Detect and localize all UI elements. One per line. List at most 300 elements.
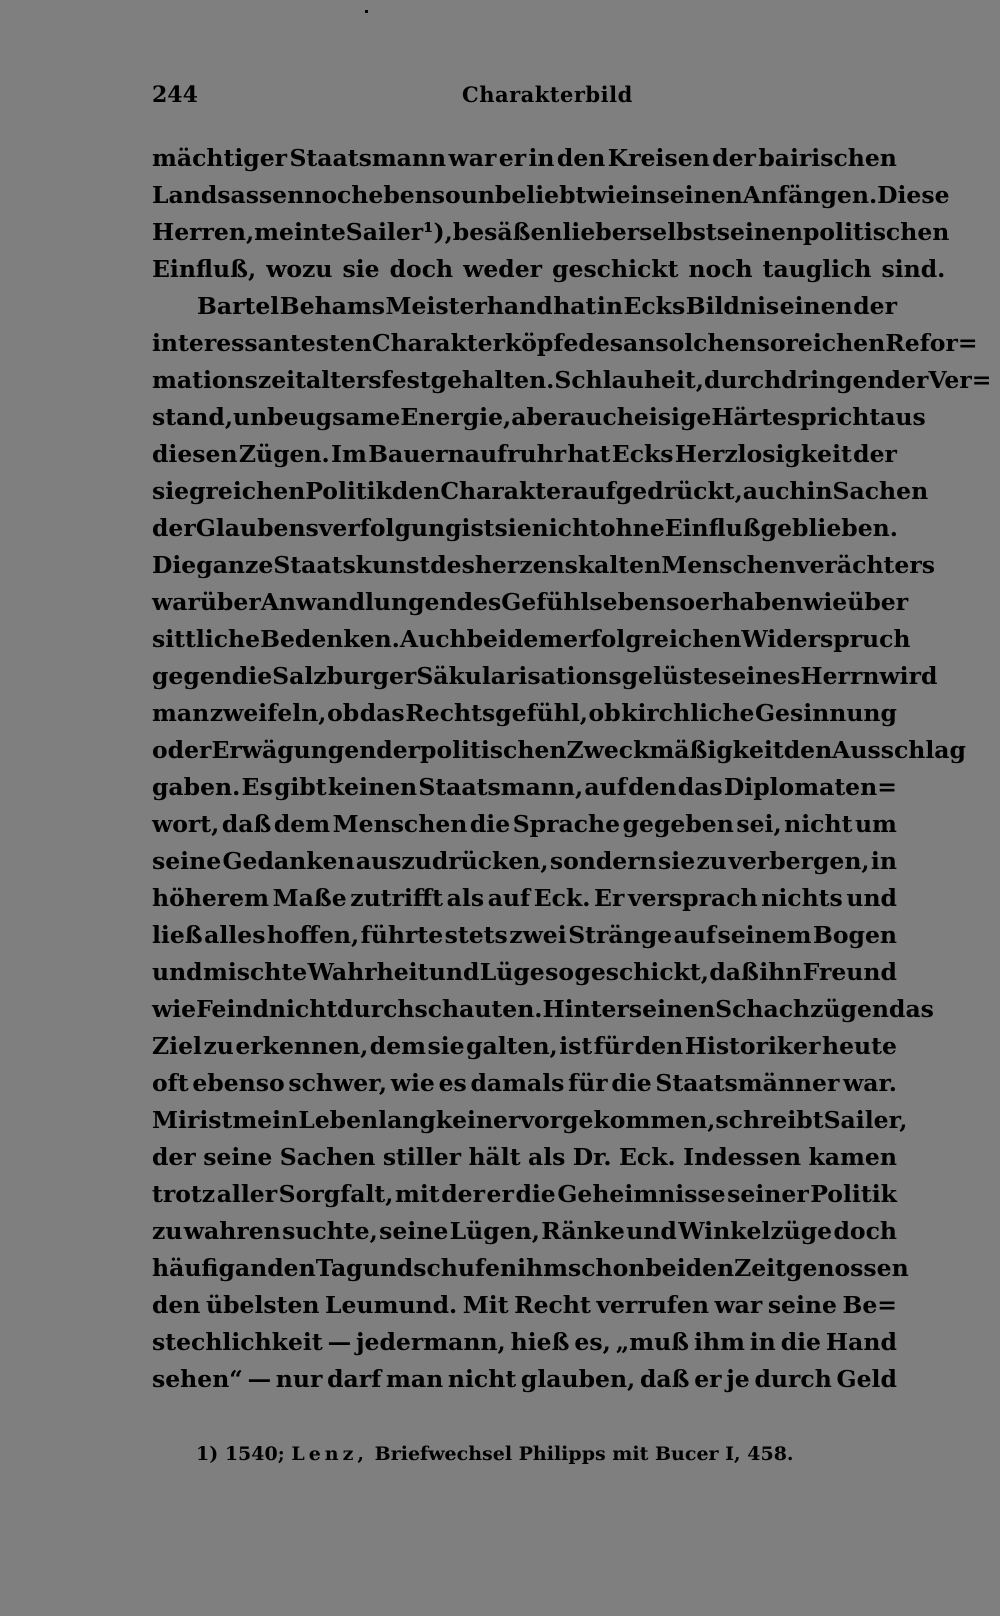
word: Tag: [315, 1254, 363, 1282]
word: ist: [199, 1106, 233, 1134]
word: Gesinnung: [754, 699, 897, 727]
text-line: [152, 473, 929, 510]
word: galten,: [466, 1032, 558, 1060]
word: schufen: [413, 1254, 518, 1282]
word: Im: [331, 440, 367, 468]
word: auch: [742, 477, 807, 505]
word: gegeben: [622, 810, 734, 838]
word: mächtiger: [152, 144, 288, 172]
word: ebenso: [192, 1069, 285, 1097]
footnote-text: Briefwechsel Philipps mit Bucer I, 458.: [374, 1443, 794, 1465]
word: den: [783, 736, 833, 764]
word: ließ: [152, 921, 203, 949]
word: seine: [152, 847, 222, 875]
word: Einfluß: [664, 514, 761, 542]
word: Zweckmäßigkeit: [566, 736, 784, 764]
word: Leben: [298, 1106, 379, 1134]
word: Winkelzüge: [678, 1217, 833, 1245]
word: aber: [511, 403, 571, 431]
text-line: [152, 843, 897, 880]
word: Widerspruch: [741, 625, 911, 653]
word: mein: [232, 1106, 299, 1134]
word: Härte: [711, 403, 787, 431]
word: Diese: [877, 181, 950, 209]
text-line: [152, 214, 950, 251]
word: „muß: [615, 1328, 690, 1356]
word: Die: [152, 551, 197, 579]
word: die: [231, 662, 273, 690]
word: Freund: [802, 958, 897, 986]
word: Anfängen.: [742, 181, 878, 209]
word: des: [456, 588, 502, 616]
word: Menschenverächters: [661, 551, 935, 579]
word: lang: [378, 1106, 436, 1134]
body-text: [152, 140, 992, 1398]
word: erkennen,: [235, 1032, 369, 1060]
word: wie: [152, 995, 197, 1023]
text-line: [152, 510, 897, 547]
word: Hand: [825, 1328, 897, 1356]
text-line: [152, 1287, 897, 1324]
word: keiner: [435, 1106, 521, 1134]
word: Recht: [514, 1291, 591, 1319]
word: Ecks: [623, 292, 686, 320]
word: daß: [221, 810, 272, 838]
word: zu: [696, 847, 727, 875]
word: Politik: [305, 477, 392, 505]
word: politischen: [420, 736, 567, 764]
word: wozu: [266, 255, 333, 283]
word: sehen“: [152, 1365, 243, 1393]
text-line: [152, 880, 897, 917]
word: bei: [466, 625, 507, 653]
word: Schachzügen: [715, 995, 890, 1023]
word: es,: [574, 1328, 611, 1356]
word: wahren: [183, 1217, 281, 1245]
word: einen: [779, 292, 853, 320]
word: unbeugsame: [233, 403, 401, 431]
word: an: [623, 329, 656, 357]
word: selbst: [639, 218, 717, 246]
word: Zügen.: [238, 440, 330, 468]
word: kamen: [808, 1143, 897, 1171]
word: geschickt,: [574, 958, 709, 986]
word: der: [853, 440, 897, 468]
word: Hinter: [542, 995, 629, 1023]
word: des: [578, 329, 624, 357]
word: in: [749, 1328, 776, 1356]
word: sie: [342, 255, 380, 283]
word: zu: [203, 1032, 234, 1060]
word: nicht: [784, 810, 853, 838]
word: weder: [463, 255, 543, 283]
word: nicht: [531, 514, 600, 542]
running-head: Charakterbild: [462, 82, 633, 107]
word: Refor=: [885, 329, 978, 357]
word: oft: [152, 1069, 189, 1097]
word: glauben,: [520, 1365, 636, 1393]
word: tauglich: [762, 255, 872, 283]
text-line: [152, 547, 935, 584]
word: mationszeitalters: [152, 366, 382, 394]
word: Gefühls: [501, 588, 603, 616]
word: das: [889, 995, 934, 1023]
word: als: [527, 1143, 566, 1171]
word: und: [362, 1254, 414, 1282]
word: wie: [803, 588, 848, 616]
word: hieß: [510, 1328, 570, 1356]
word: den: [391, 477, 441, 505]
word: ebenso: [602, 588, 695, 616]
word: unbeliebt: [460, 181, 587, 209]
word: Indessen: [683, 1143, 802, 1171]
text-line: [152, 399, 926, 436]
word: gibt: [273, 773, 327, 801]
word: für: [568, 1069, 608, 1097]
word: in: [528, 144, 555, 172]
word: interessantesten: [152, 329, 372, 357]
word: Eck.: [533, 884, 591, 912]
word: spricht: [786, 403, 881, 431]
word: Ecks: [611, 440, 674, 468]
word: den: [628, 773, 677, 801]
word: Mir: [152, 1106, 200, 1134]
word: seinen: [716, 218, 803, 246]
word: zwei: [509, 921, 567, 949]
word: aus: [880, 403, 926, 431]
word: der: [376, 736, 421, 764]
word: Leumund.: [325, 1291, 458, 1319]
word: seine: [767, 1291, 837, 1319]
word: besäßen: [452, 218, 563, 246]
word: hat: [553, 292, 597, 320]
page-number: 244: [152, 82, 198, 108]
word: war.: [843, 1069, 897, 1097]
word: alles: [204, 921, 266, 949]
word: wort,: [152, 810, 220, 838]
text-line: [152, 288, 897, 325]
word: die: [469, 810, 511, 838]
word: Eck.: [619, 1143, 676, 1171]
word: sondern: [549, 847, 657, 875]
word: es: [438, 1069, 467, 1097]
word: Anwandlungen: [260, 588, 457, 616]
word: Dr.: [572, 1143, 612, 1171]
word: seinem: [717, 921, 812, 949]
word: daß: [709, 958, 759, 986]
word: ebenso: [368, 181, 461, 209]
word: Säkularisationsgelüste: [416, 662, 719, 690]
word: sie: [494, 514, 532, 542]
word: siegreichen: [152, 477, 306, 505]
word: gegen: [152, 662, 232, 690]
word: ihm: [693, 1328, 745, 1356]
word: seinen: [628, 995, 716, 1023]
word: heute: [821, 1032, 897, 1060]
word: kirchliche: [621, 699, 755, 727]
word: in: [806, 477, 833, 505]
word: solchen: [655, 329, 757, 357]
word: Geheimnisse: [557, 1180, 726, 1208]
text-line: [152, 1102, 908, 1139]
word: mit: [395, 1180, 440, 1208]
word: Bedenken.: [260, 625, 400, 653]
word: damals: [470, 1069, 565, 1097]
word: hoffen,: [266, 921, 360, 949]
word: Charakterköpfe: [371, 329, 579, 357]
word: ¹),: [423, 218, 453, 246]
word: der: [441, 1180, 485, 1208]
word: mischte: [202, 958, 308, 986]
word: ob: [588, 699, 621, 727]
word: darf: [327, 1365, 382, 1393]
word: sittliche: [152, 625, 261, 653]
word: durch: [754, 1365, 832, 1393]
word: durchschauten.: [337, 995, 543, 1023]
word: ihm: [517, 1254, 568, 1282]
word: lieber: [562, 218, 640, 246]
word: Staatsmänner: [655, 1069, 840, 1097]
word: sei,: [736, 810, 782, 838]
word: und: [428, 958, 480, 986]
text-line: [152, 621, 911, 658]
word: Sailer: [345, 218, 424, 246]
word: auf: [487, 884, 531, 912]
word: auch: [570, 403, 634, 431]
word: gaben.: [152, 773, 241, 801]
word: Es: [241, 773, 273, 801]
word: um: [854, 810, 897, 838]
word: Menschen: [332, 810, 468, 838]
word: doch: [389, 255, 454, 283]
word: herzenskalten: [474, 551, 662, 579]
text-line: [152, 806, 897, 843]
word: vorgekommen,: [520, 1106, 716, 1134]
word: oder: [152, 736, 212, 764]
word: Herzlosigkeit: [674, 440, 852, 468]
word: —: [327, 1328, 352, 1356]
word: Geld: [836, 1365, 897, 1393]
word: Ausschlag: [832, 736, 966, 764]
word: die: [611, 1069, 652, 1097]
word: über: [199, 588, 261, 616]
word: seinen: [656, 181, 743, 209]
word: bei: [645, 1254, 686, 1282]
word: Sachen: [832, 477, 929, 505]
word: doch: [833, 1217, 897, 1245]
word: meinte: [254, 218, 346, 246]
word: Herren,: [152, 218, 255, 246]
word: als: [446, 884, 485, 912]
text-line: [152, 1176, 897, 1213]
word: dem: [506, 625, 564, 653]
text-line: [152, 991, 934, 1028]
text-line: [152, 1324, 897, 1361]
word: nichts: [761, 884, 843, 912]
word: schreibt: [715, 1106, 824, 1134]
word: Lügen,: [449, 1217, 540, 1245]
word: erhaben: [695, 588, 804, 616]
word: versprach: [627, 884, 758, 912]
word: noch: [688, 255, 753, 283]
word: ihn: [759, 958, 803, 986]
word: nicht: [447, 1365, 517, 1393]
text-line: [152, 1361, 897, 1398]
word: Charakter: [440, 477, 574, 505]
word: Schlauheit,: [554, 366, 704, 394]
word: Ver=: [928, 366, 992, 394]
word: ohne: [599, 514, 665, 542]
word: in: [870, 847, 897, 875]
word: und: [152, 958, 203, 986]
word: wird: [879, 662, 938, 690]
word: war: [448, 144, 497, 172]
word: Einfluß,: [152, 255, 257, 283]
word: Be=: [842, 1291, 897, 1319]
word: dem: [273, 810, 331, 838]
word: sie: [658, 847, 696, 875]
text-line: [152, 658, 938, 695]
word: Erwägungen: [211, 736, 377, 764]
word: Meisterhand: [385, 292, 553, 320]
text-line: [152, 362, 992, 399]
word: keinen: [327, 773, 418, 801]
word: nur: [275, 1365, 323, 1393]
word: festgehalten.: [381, 366, 555, 394]
word: auf: [584, 773, 627, 801]
word: Kreisen: [607, 144, 710, 172]
word: der: [152, 514, 196, 542]
word: schwer,: [288, 1069, 388, 1097]
word: auszudrücken,: [355, 847, 549, 875]
word: Auch: [399, 625, 467, 653]
text-line: [152, 251, 946, 288]
word: Landsassen: [152, 181, 305, 209]
text-line: [152, 769, 897, 806]
word: Er: [594, 884, 625, 912]
word: war: [714, 1291, 763, 1319]
word: aufgedrückt,: [573, 477, 743, 505]
word: so: [756, 329, 786, 357]
word: verrufen: [596, 1291, 709, 1319]
text-line: [152, 436, 897, 473]
word: geblieben.: [760, 514, 898, 542]
word: häufig: [152, 1254, 235, 1282]
word: das: [677, 773, 723, 801]
word: den: [685, 1254, 735, 1282]
word: übelsten: [205, 1291, 320, 1319]
word: seine: [379, 1217, 449, 1245]
word: hat: [567, 440, 611, 468]
word: der: [853, 292, 897, 320]
word: er: [486, 1180, 514, 1208]
word: führte: [360, 921, 444, 949]
footnote: [196, 1443, 794, 1465]
word: wie: [390, 1069, 435, 1097]
word: Ränke: [541, 1217, 625, 1245]
word: Staatsmann,: [418, 773, 584, 801]
text-line: [152, 732, 966, 769]
word: und: [626, 1217, 677, 1245]
word: Bildnis: [685, 292, 780, 320]
word: suchte,: [282, 1217, 378, 1245]
word: in: [630, 181, 657, 209]
word: auf: [673, 921, 716, 949]
page-header: [152, 82, 897, 114]
word: er: [694, 1365, 722, 1393]
word: daß: [639, 1365, 690, 1393]
word: Feind: [196, 995, 269, 1023]
text-line: [152, 1065, 897, 1102]
word: Glaubensverfolgung: [195, 514, 462, 542]
word: dem: [369, 1032, 427, 1060]
text-line: [152, 1139, 897, 1176]
word: reichen: [785, 329, 886, 357]
word: Mit: [462, 1291, 509, 1319]
word: —: [247, 1365, 272, 1393]
word: Sprache: [512, 810, 621, 838]
word: der: [712, 144, 756, 172]
word: Ziel: [152, 1032, 202, 1060]
word: sind.: [881, 255, 946, 283]
text-line: [152, 177, 950, 214]
word: eisige: [633, 403, 712, 431]
word: die: [515, 1180, 556, 1208]
word: durchdringender: [703, 366, 929, 394]
scan-speck: [365, 10, 368, 13]
word: Sailer,: [823, 1106, 908, 1134]
word: Lüge: [479, 958, 545, 986]
word: stand,: [152, 403, 234, 431]
word: noch: [304, 181, 369, 209]
word: Sachen: [279, 1143, 376, 1171]
word: trotz: [152, 1180, 216, 1208]
word: politischen: [802, 218, 950, 246]
word: Herrn: [800, 662, 880, 690]
word: über: [847, 588, 909, 616]
word: Sorgfalt,: [278, 1180, 394, 1208]
word: verbergen,: [728, 847, 870, 875]
text-line: [152, 917, 897, 954]
word: je: [726, 1365, 750, 1393]
word: den: [267, 1254, 316, 1282]
word: man: [152, 699, 210, 727]
text-line: [152, 140, 897, 177]
word: jedermann,: [356, 1328, 506, 1356]
word: schon: [567, 1254, 646, 1282]
text-line: [152, 1250, 909, 1287]
word: Bogen: [812, 921, 897, 949]
word: für: [593, 1032, 634, 1060]
word: und: [846, 884, 897, 912]
word: Bauernaufruhr: [368, 440, 567, 468]
word: Gedanken: [222, 847, 355, 875]
word: ganze: [196, 551, 274, 579]
word: an: [234, 1254, 268, 1282]
word: ist: [461, 514, 495, 542]
word: erfolgreichen: [563, 625, 742, 653]
word: so: [545, 958, 575, 986]
text-line: [152, 1028, 897, 1065]
word: seines: [718, 662, 801, 690]
word: den: [556, 144, 606, 172]
word: hält: [468, 1143, 521, 1171]
word: der: [152, 1143, 196, 1171]
word: man: [385, 1365, 444, 1393]
word: zutrifft: [350, 884, 444, 912]
word: stets: [444, 921, 508, 949]
word: Rechtsgefühl,: [405, 699, 588, 727]
